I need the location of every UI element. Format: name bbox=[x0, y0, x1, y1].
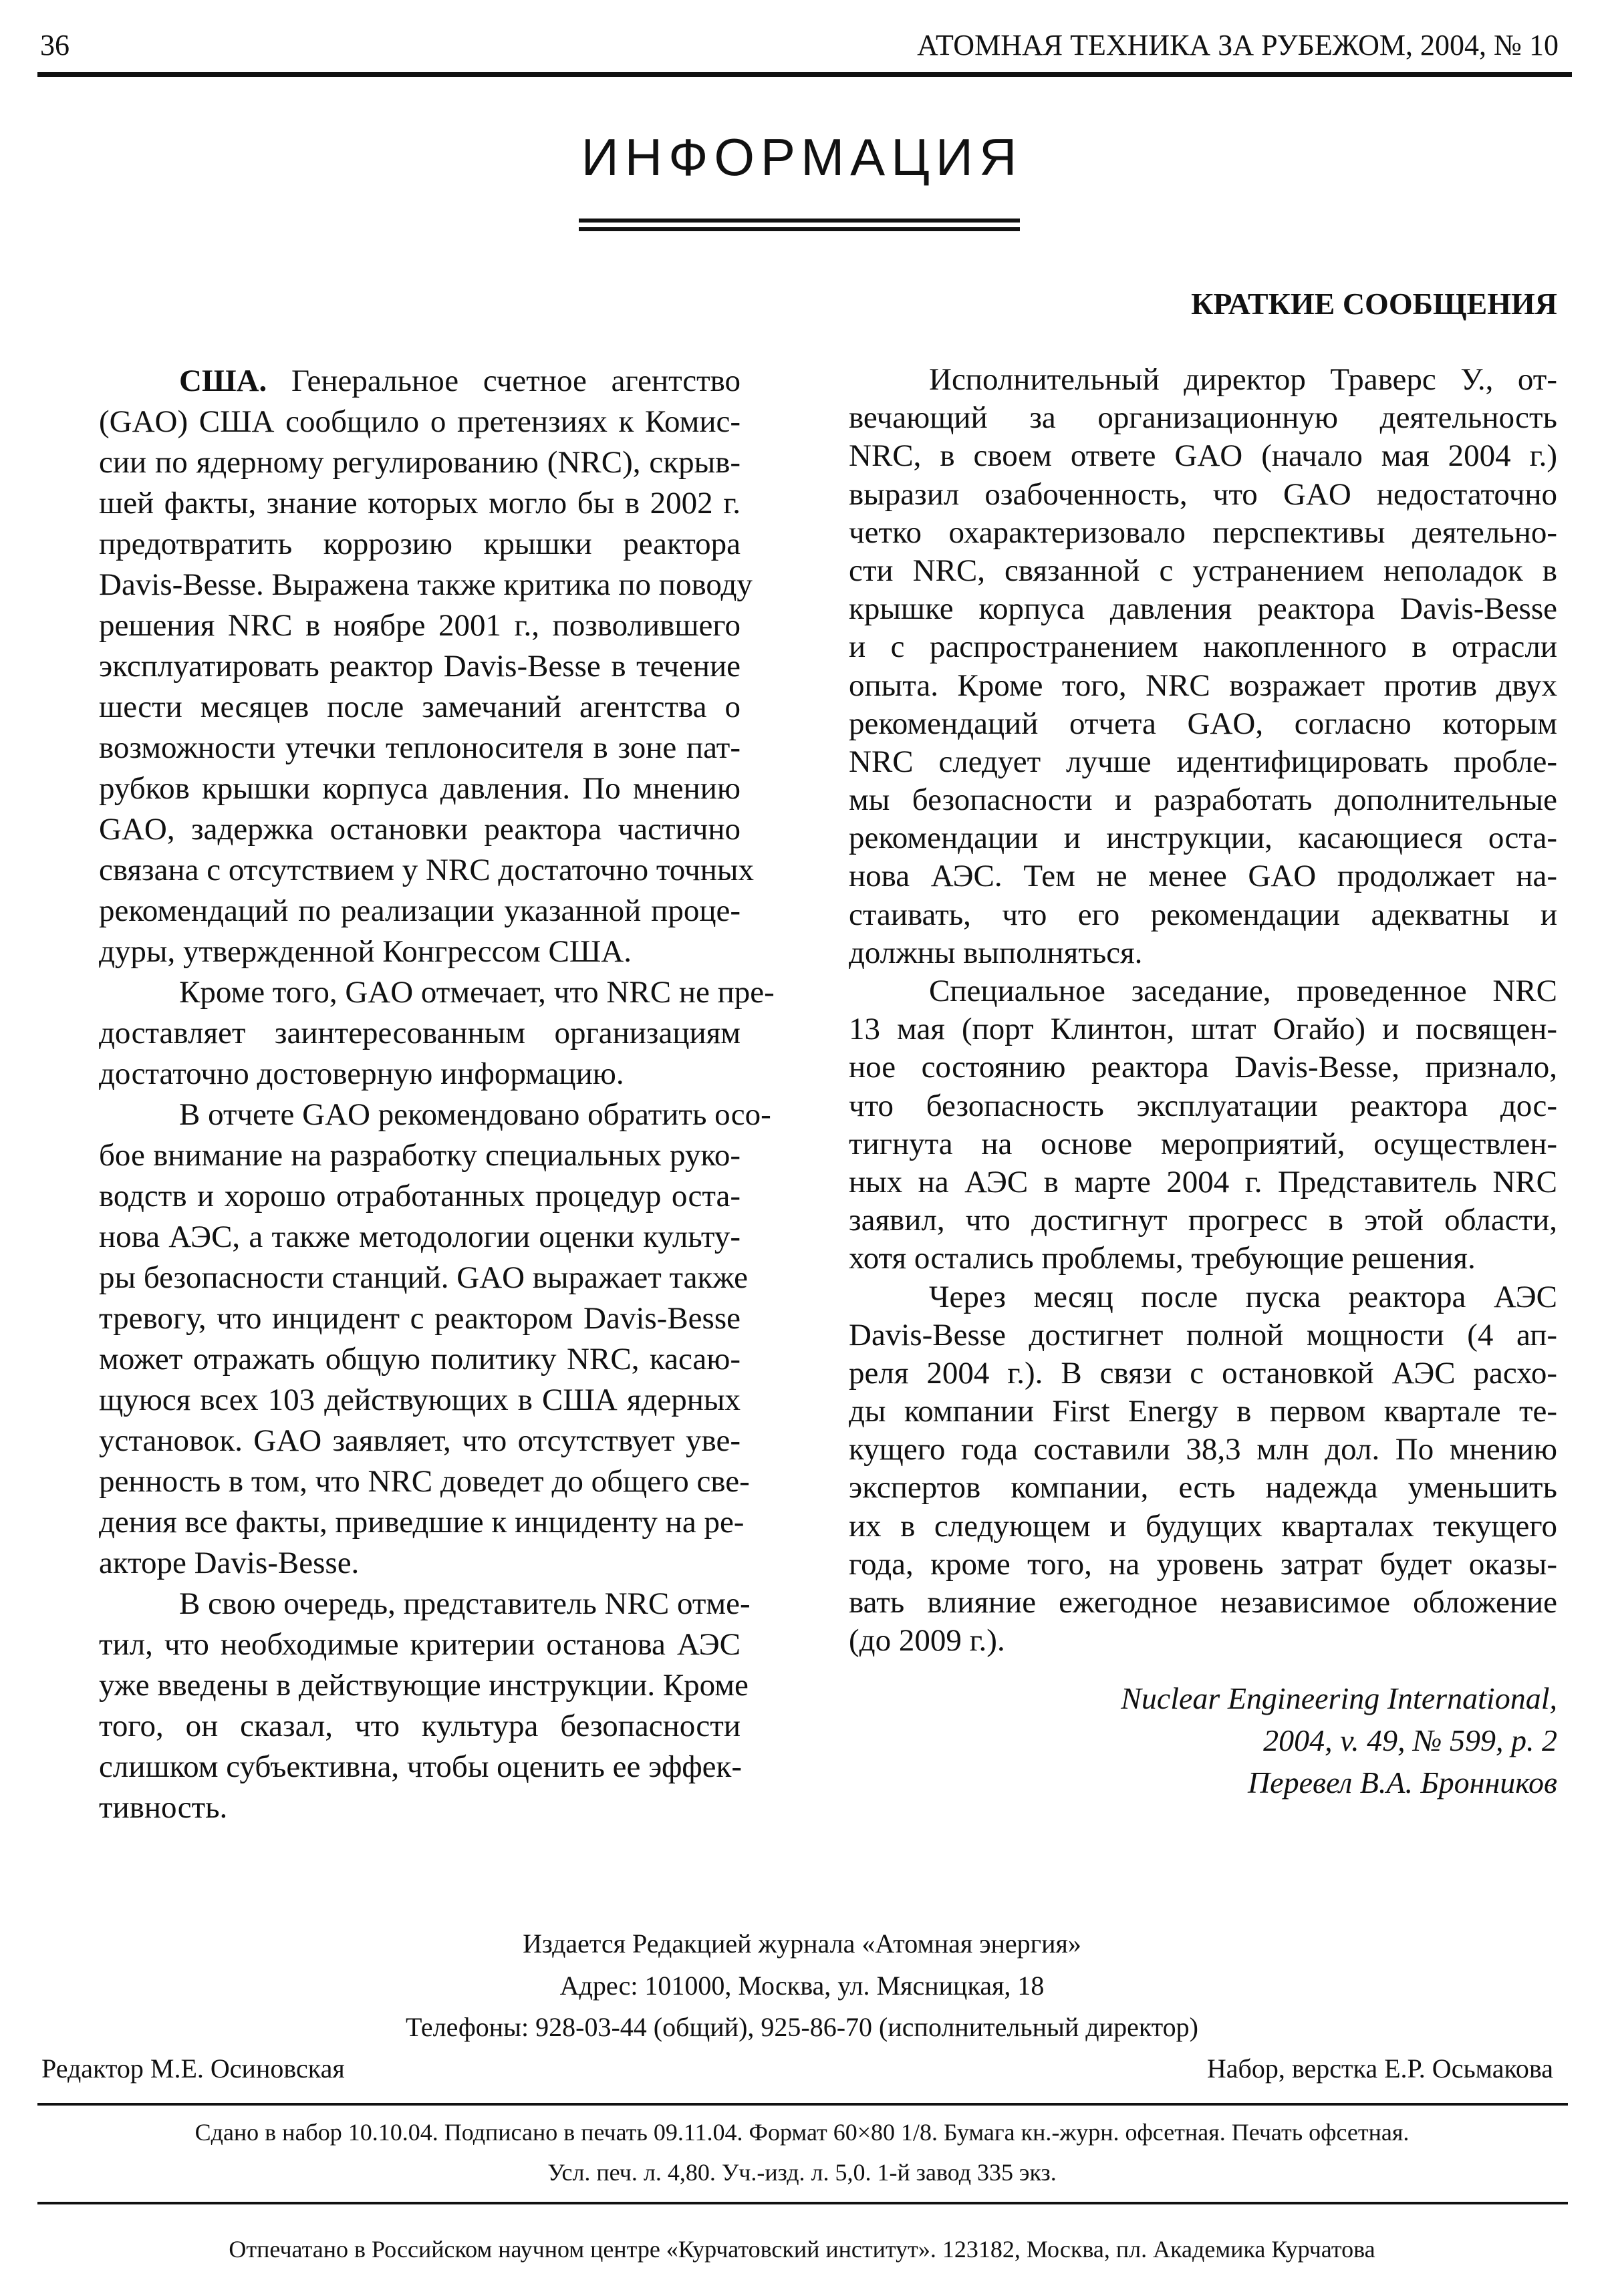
text-line bbox=[849, 667, 1557, 705]
text-line bbox=[99, 646, 741, 687]
text-line bbox=[849, 1622, 1557, 1660]
printed-by: Отпечатано в Российском научном центре «Курчатовский институт». 123182, Москва, пл. Академика Курчатова bbox=[229, 2236, 1375, 2263]
paragraph bbox=[849, 1278, 1557, 1661]
text-line-content: выразил озабоченность, что GAO недостаточно bbox=[849, 476, 1557, 512]
imprint-line-2: Усл. печ. л. 4,80. Уч.-изд. л. 5,0. 1-й завод 335 экз. bbox=[547, 2159, 1057, 2186]
text-line-content: стаивать, что его рекомендации адекватны и bbox=[849, 897, 1557, 932]
text-line-content: слишком субъективна, чтобы оценить ее эффек- bbox=[99, 1749, 743, 1784]
text-line-content: 13 мая (порт Клинтон, штат Огайо) и посвящен- bbox=[849, 1012, 1557, 1047]
text-line bbox=[99, 1543, 741, 1584]
text-line bbox=[99, 1380, 741, 1421]
text-line bbox=[849, 819, 1557, 857]
text-line bbox=[99, 1339, 741, 1380]
text-line bbox=[99, 402, 741, 442]
page-title: ИНФОРМАЦИЯ bbox=[581, 128, 1023, 186]
text-line bbox=[849, 361, 1557, 399]
text-line bbox=[849, 1546, 1557, 1584]
text-line bbox=[849, 1278, 1557, 1316]
text-line-content: того, он сказал, что культура безопасности bbox=[99, 1709, 741, 1743]
text-line bbox=[99, 687, 741, 728]
text-line bbox=[99, 1298, 741, 1339]
text-line bbox=[99, 1176, 741, 1217]
text-line bbox=[849, 1163, 1557, 1201]
text-line bbox=[99, 1013, 741, 1054]
text-line-content: тивность. bbox=[99, 1790, 228, 1825]
text-line bbox=[99, 1217, 741, 1258]
text-line-content: вать влияние ежегодное независимое обложение bbox=[849, 1585, 1557, 1620]
text-line bbox=[849, 552, 1557, 590]
text-line bbox=[99, 850, 754, 891]
text-line-content: предотвратить коррозию крышки реактора bbox=[99, 527, 741, 561]
text-line-content: что безопасность эксплуатации реактора дос- bbox=[849, 1088, 1557, 1123]
text-line bbox=[99, 972, 775, 1013]
source-journal: Nuclear Engineering International, bbox=[1121, 1681, 1557, 1715]
text-line-content: тил, что необходимые критерии останова АЭС bbox=[99, 1627, 741, 1662]
publisher: Издается Редакцией журнала «Атомная энергия» bbox=[523, 1928, 1081, 1959]
text-line bbox=[99, 1584, 751, 1624]
right-column bbox=[849, 361, 1557, 1660]
imprint-line-1: Сдано в набор 10.10.04. Подписано в печать 09.11.04. Формат 60×80 1/8. Бумага кн.-журн. офсетная. Печать офсетная. bbox=[194, 2119, 1410, 2146]
text-line bbox=[849, 590, 1557, 628]
paragraph bbox=[99, 1095, 771, 1584]
text-line-content: (до 2009 г.). bbox=[849, 1623, 1005, 1659]
footer-rule bbox=[37, 2202, 1568, 2204]
text-line-content: шей факты, знание которых могло бы в 2002 г. bbox=[99, 486, 741, 521]
text-line bbox=[99, 1665, 749, 1706]
text-line-content: тигнута на основе мероприятий, осуществлен- bbox=[849, 1126, 1557, 1161]
text-line-content: крышке корпуса давления реактора Davis-Besse bbox=[849, 591, 1557, 627]
text-line bbox=[99, 768, 741, 809]
text-line-content: рекомендаций отчета GAO, согласно которым bbox=[849, 706, 1557, 741]
text-line-content: ры безопасности станций. GAO выражает также bbox=[99, 1260, 749, 1295]
text-line bbox=[849, 1240, 1557, 1278]
translator: Перевел В.А. Бронников bbox=[1247, 1765, 1557, 1800]
text-line bbox=[99, 361, 741, 402]
text-line-content: их в следующем и будущих кварталах текущего bbox=[849, 1508, 1557, 1544]
text-line-content: экспертов компании, есть надежда уменьшить bbox=[849, 1470, 1557, 1505]
text-line bbox=[849, 781, 1557, 819]
text-line-content: GAO, задержка остановки реактора частично bbox=[99, 812, 741, 847]
text-line-content: достаточно достоверную информацию. bbox=[99, 1056, 624, 1091]
text-line bbox=[99, 1624, 741, 1665]
text-line bbox=[849, 1316, 1557, 1354]
text-line bbox=[849, 857, 1557, 895]
text-line bbox=[849, 399, 1557, 437]
text-line-content: Кроме того, GAO отмечает, что NRC не пре- bbox=[179, 975, 775, 1010]
text-line-content: NRC следует лучше идентифицировать пробле- bbox=[849, 744, 1557, 779]
text-line-content: тревогу, что инцидент с реактором Davis-Besse bbox=[99, 1301, 741, 1336]
text-line bbox=[849, 514, 1557, 552]
left-column bbox=[99, 361, 775, 1828]
address: Адрес: 101000, Москва, ул. Мясницкая, 18 bbox=[559, 1971, 1045, 2001]
text-line bbox=[849, 1048, 1557, 1087]
text-line-content: дения все факты, приведшие к инциденту на ре- bbox=[99, 1505, 745, 1540]
text-line bbox=[99, 1054, 741, 1095]
text-line bbox=[849, 1354, 1557, 1393]
text-line-content: уже введены в действующие инструкции. Кроме bbox=[99, 1668, 749, 1703]
phones: Телефоны: 928-03-44 (общий), 925-86-70 (исполнительный директор) bbox=[405, 2012, 1198, 2042]
text-line-content: Davis-Besse достигнет полной мощности (4 ап- bbox=[849, 1317, 1557, 1352]
text-line bbox=[849, 934, 1557, 972]
paragraph bbox=[99, 361, 754, 972]
source-issue: 2004, v. 49, № 599, p. 2 bbox=[1263, 1723, 1557, 1757]
text-line-content: водств и хорошо отработанных процедур оста- bbox=[99, 1179, 741, 1213]
text-line-content: возможности утечки теплоносителя в зоне пат- bbox=[99, 730, 741, 765]
paragraph bbox=[849, 361, 1557, 972]
text-line bbox=[99, 565, 753, 605]
page-number: 36 bbox=[40, 29, 70, 61]
text-line bbox=[99, 1135, 741, 1176]
text-line bbox=[99, 1747, 741, 1787]
text-line bbox=[849, 1431, 1557, 1469]
text-line bbox=[99, 524, 741, 565]
text-line-content: и с распространением накопленного в отрасли bbox=[849, 629, 1557, 665]
header-rule bbox=[37, 72, 1572, 77]
text-line-content: кущего года составили 38,3 млн дол. По мнению bbox=[849, 1432, 1557, 1467]
text-line-content: Генеральное счетное агентство bbox=[267, 364, 741, 398]
section-heading: КРАТКИЕ СООБЩЕНИЯ bbox=[1191, 287, 1557, 321]
paragraph bbox=[99, 972, 775, 1095]
text-line-content: Специальное заседание, проведенное NRC bbox=[929, 974, 1557, 1008]
text-line bbox=[849, 1469, 1557, 1507]
text-line bbox=[849, 1125, 1557, 1163]
text-line-content: щуюся всех 103 действующих в США ядерных bbox=[99, 1383, 741, 1417]
text-line-content: шести месяцев после замечаний агентства о bbox=[99, 690, 741, 724]
text-line bbox=[99, 1502, 745, 1543]
text-line bbox=[99, 442, 741, 483]
text-line bbox=[99, 1706, 741, 1747]
text-line bbox=[99, 728, 741, 768]
text-line-content: рубков крышки корпуса давления. По мнению bbox=[99, 771, 741, 806]
paragraph bbox=[849, 972, 1557, 1278]
text-line-content: В свою очередь, представитель NRC отме- bbox=[179, 1586, 751, 1621]
text-line-content: должны выполняться. bbox=[849, 935, 1143, 970]
text-line bbox=[99, 1421, 741, 1461]
text-line bbox=[849, 628, 1557, 666]
text-line bbox=[849, 437, 1557, 475]
text-line-content: заявил, что достигнут прогресс в этой области, bbox=[849, 1203, 1557, 1238]
source-citation bbox=[1121, 1677, 1557, 1804]
text-line-content: доставляет заинтересованным организациям bbox=[99, 1016, 741, 1050]
country-lead: США. bbox=[179, 364, 267, 398]
text-line-content: Davis-Besse. Выражена также критика по поводу bbox=[99, 567, 753, 602]
text-line bbox=[849, 1584, 1557, 1622]
text-line-content: NRC, в своем ответе GAO (начало мая 2004 г.) bbox=[849, 438, 1557, 474]
footer-rule bbox=[37, 2103, 1568, 2106]
text-line bbox=[99, 891, 741, 931]
text-line bbox=[849, 1201, 1557, 1240]
title-underline bbox=[579, 227, 1020, 231]
text-line bbox=[849, 1087, 1557, 1125]
text-line-content: связана с отсутствием у NRC достаточно точных bbox=[99, 853, 754, 887]
text-line bbox=[99, 605, 741, 646]
text-line bbox=[99, 483, 741, 524]
text-line bbox=[849, 896, 1557, 934]
text-line-content: бое внимание на разработку специальных руко- bbox=[99, 1138, 741, 1173]
text-line-content: решения NRC в ноябре 2001 г., позволившего bbox=[99, 608, 741, 643]
text-line-content: ренность в том, что NRC доведет до общего све- bbox=[99, 1464, 750, 1499]
text-line-content: рекомендаций по реализации указанной проце- bbox=[99, 893, 741, 928]
text-line-content: четко охарактеризовало перспективы деятельно- bbox=[849, 515, 1557, 550]
text-line bbox=[849, 972, 1557, 1010]
text-line bbox=[99, 1095, 771, 1135]
text-line-content: вечающий за организационную деятельность bbox=[849, 400, 1557, 436]
text-line-content: мы безопасности и разработать дополнительные bbox=[849, 782, 1557, 818]
paragraph bbox=[99, 1584, 751, 1828]
text-line-content: (GAO) США сообщило о претензиях к Комис- bbox=[99, 404, 741, 439]
text-line bbox=[849, 743, 1557, 781]
text-line-content: хотя остались проблемы, требующие решения. bbox=[849, 1241, 1476, 1276]
text-line-content: года, кроме того, на уровень затрат будет оказы- bbox=[849, 1546, 1557, 1582]
text-line bbox=[99, 1461, 750, 1502]
text-line bbox=[99, 1787, 741, 1828]
text-line-content: нова АЭС, а также методологии оценки культу- bbox=[99, 1219, 741, 1254]
text-line-content: дуры, утвержденной Конгрессом США. bbox=[99, 934, 632, 969]
text-line bbox=[849, 705, 1557, 743]
editor: Редактор М.Е. Осиновская bbox=[41, 2053, 345, 2084]
text-line-content: ных на АЭС в марте 2004 г. Представитель NRC bbox=[849, 1164, 1557, 1199]
text-line-content: рекомендации и инструкции, касающиеся оста- bbox=[849, 821, 1557, 856]
text-line-content: В отчете GAO рекомендовано обратить осо- bbox=[179, 1097, 771, 1132]
text-line bbox=[849, 476, 1557, 514]
text-line bbox=[849, 1393, 1557, 1431]
text-line bbox=[849, 1508, 1557, 1546]
title-underline bbox=[579, 219, 1020, 223]
journal-running-title: АТОМНАЯ ТЕХНИКА ЗА РУБЕЖОМ, 2004, № 10 bbox=[917, 29, 1559, 61]
text-line bbox=[99, 809, 741, 850]
text-line bbox=[99, 931, 741, 972]
typesetting: Набор, верстка Е.Р. Осьмакова bbox=[1206, 2053, 1553, 2084]
text-line-content: сии по ядерному регулированию (NRC), скрыв- bbox=[99, 445, 741, 480]
text-line bbox=[99, 1258, 749, 1298]
text-line-content: акторе Davis-Besse. bbox=[99, 1546, 360, 1580]
text-line-content: ды компании First Energy в первом квартале те- bbox=[849, 1394, 1557, 1429]
text-line-content: Исполнительный директор Траверс У., от- bbox=[929, 362, 1557, 397]
text-line-content: Через месяц после пуска реактора АЭС bbox=[929, 1279, 1557, 1314]
text-line-content: сти NRC, связанной с устранением неполадок в bbox=[849, 553, 1557, 588]
text-line-content: опыта. Кроме того, NRC возражает против двух bbox=[849, 668, 1557, 703]
text-line bbox=[849, 1010, 1557, 1048]
text-line-content: может отражать общую политику NRC, касаю- bbox=[99, 1342, 741, 1377]
text-line-content: эксплуатировать реактор Davis-Besse в течение bbox=[99, 649, 741, 684]
text-line-content: установок. GAO заявляет, что отсутствует уве- bbox=[99, 1423, 741, 1458]
text-line-content: реля 2004 г.). В связи с остановкой АЭС расхо- bbox=[849, 1355, 1557, 1391]
text-line-content: ное состоянию реактора Davis-Besse, признало, bbox=[849, 1050, 1557, 1085]
text-line-content: нова АЭС. Тем не менее GAO продолжает на- bbox=[849, 859, 1557, 894]
